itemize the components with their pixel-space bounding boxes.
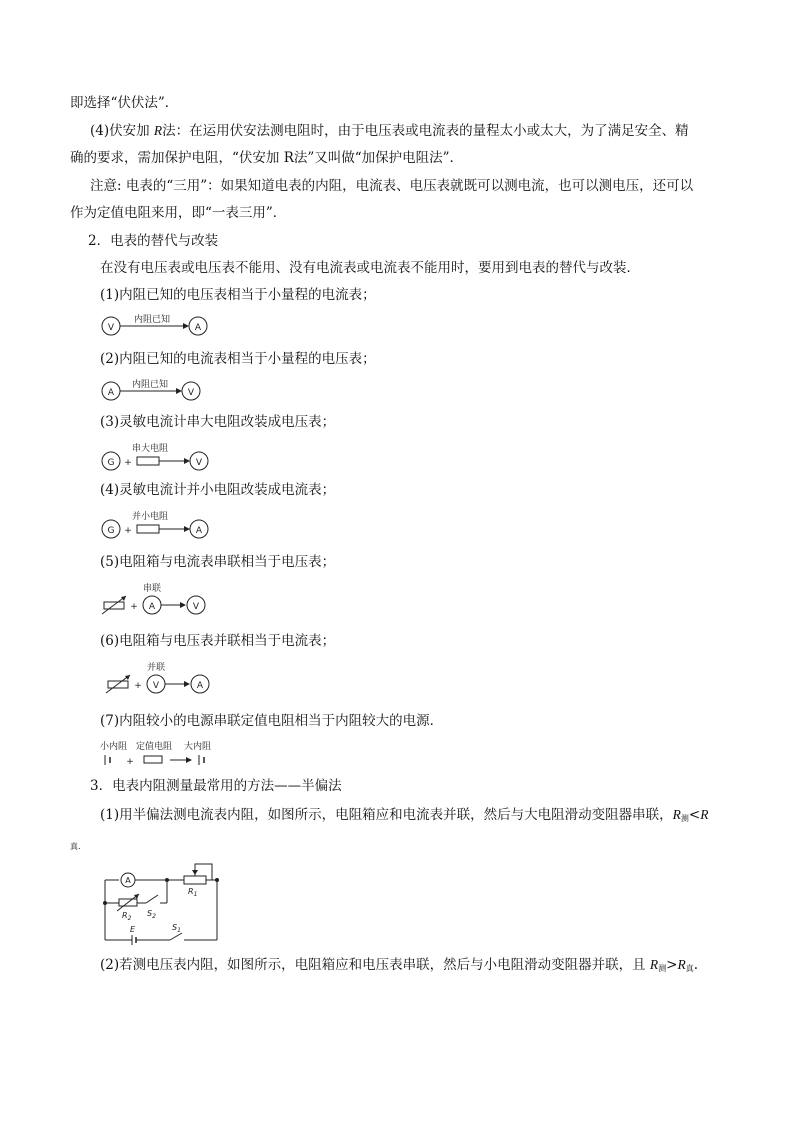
intro-tail: 即选择“伏伏法”． [70,95,179,111]
arrow-label: 串联 [142,584,162,594]
diagram-box-parallel-voltmeter [104,659,234,699]
arrow-head-icon [121,596,126,601]
arrow-label: 并小电阻 [131,512,169,522]
resistor-icon [137,457,159,465]
meter-letter-g: G [107,526,115,536]
arrow-head-icon [184,681,190,687]
meter-letter-a: A [148,602,156,612]
resistor-icon [137,525,159,533]
section3-item1 [100,806,708,828]
s1-label: $S_1$ [172,923,181,934]
diagram-voltmeter-as-ammeter [100,312,220,342]
diagram-source-with-resistor [100,738,230,768]
item-5: (5)电阻箱与电流表串联相当于电压表； [100,554,336,570]
r-true-sub: 真 [70,842,78,851]
r-true-2: R [677,957,686,972]
e-label: E [130,925,136,934]
diagram-box-series-ammeter [100,580,230,620]
section3-item1-wrap: 真. [70,842,81,851]
arrow-label: 内阻已知 [133,315,171,325]
arrow-head-icon [180,602,186,608]
item-2: (2)内阻已知的电流表相当于小量程的电压表； [100,351,376,367]
switch-s2-blade [146,895,158,903]
meter-letter-a: A [196,681,204,691]
r-measured: R [672,807,681,822]
section2-intro: 在没有电压表或电压表不能用、没有电流表或电流表不能用时，要用到电表的替代与改装． [100,260,640,276]
item-1: (1)内阻已知的电压表相当于小量程的电流表； [100,287,376,303]
r-measured-2: R [649,957,659,972]
arrow-label: 并联 [146,663,166,673]
r-true: R [700,807,709,822]
meter-letter-v: V [195,458,203,468]
r-true-2-sub: 真 [685,964,694,973]
meter-letter-v: V [152,681,160,691]
meter-letter-a: A [195,526,203,536]
ammeter-letter: A [125,876,131,885]
plus-sign: + [134,681,142,691]
diagram-ammeter-as-voltmeter [100,377,220,407]
item-6: (6)电阻箱与电压表并联相当于电流表； [100,633,336,649]
label-large-internal: 大内阻 [184,742,212,752]
note-line1: 注意: 电表的“三用”：如果知道电表的内阻，电流表、电压表就既可以测电流，也可以测电压，还可以 [90,178,694,194]
junction-dot [165,878,169,882]
item4-line1 [90,122,689,140]
switch-s1-blade [170,933,182,940]
half-deflection-circuit [100,856,230,946]
note-line2: 作为定值电阻来用，即“一表三用”． [70,205,287,221]
section3-item2 [100,956,698,978]
rheostat-slider [195,864,212,880]
s2-label: $S_2$ [147,909,156,920]
label-fixed-resistor: 定值电阻 [136,742,173,752]
meter-letter-a: A [107,388,115,398]
arrow-head-icon [184,458,190,464]
diagram-galvanometer-series [100,440,230,474]
item4-body: 法：在运用伏安法测电阻时，由于电压表或电流表的量程太小或太大，为了满足安全、精 [162,123,689,139]
plus-sign: + [124,526,132,536]
item-4: (4)灵敏电流计并小电阻改装成电流表； [100,482,336,498]
arrow-head-icon [183,323,189,329]
item4-line2: 确的要求，需加保护电阻，“伏安加 R法”又叫做“加保护电阻法”． [70,150,464,166]
arrow-head-icon [125,675,130,680]
meter-letter-a: A [194,323,202,333]
arrow-head-icon [184,526,190,532]
arrow-label: 内阻已知 [131,380,169,390]
meter-letter-g: G [107,458,115,468]
greater-than: > [666,957,678,973]
rheostat-r1-icon [184,876,206,884]
arrow-label: 串大电阻 [131,444,169,454]
r-measured-sub: 测 [680,814,689,823]
plus-sign: + [124,458,132,468]
item-3: (3)灵敏电流计串大电阻改装成电压表； [100,414,336,430]
arrow-head-icon [186,757,192,763]
item4-prefix: (4)伏安加 [90,123,154,139]
junction-dot [103,901,107,905]
section3-title: 3．电表内阻测量最常用的方法——半偏法 [90,778,342,794]
resistor-icon [144,756,162,763]
meter-letter-v: V [192,602,200,612]
slider-arrow-icon [192,870,198,875]
arrow-head-icon [134,894,139,899]
r1-label: $R_1$ [188,887,198,898]
item-7: (7)内阻较小的电源串联定值电阻相当于内阻较大的电源． [100,713,444,729]
arrow-head-icon [176,388,182,394]
section3-item2-text: (2)若测电压表内阻，如图所示，电阻箱应和电压表串联，然后与小电阻滑动变阻器并联，且 [100,957,650,973]
r-measured-2-sub: 测 [658,964,667,973]
item4-r: R [153,123,163,138]
diagram-galvanometer-parallel [100,508,230,542]
junction-dot [215,878,219,882]
section2-title: 2．电表的替代与改装 [88,233,219,249]
plus-sign: + [126,757,134,767]
label-small-internal: 小内阻 [100,742,128,752]
r2-label: $R_2$ [122,911,132,922]
less-than: < [688,807,701,823]
period: . [693,957,699,973]
meter-letter-v: V [187,388,195,398]
section3-item1-text: (1)用半偏法测电流表内阻，如图所示，电阻箱应和电流表并联，然后与大电阻滑动变阻器串联， [100,807,673,823]
meter-letter-v: V [107,323,115,333]
plus-sign: + [130,602,138,612]
